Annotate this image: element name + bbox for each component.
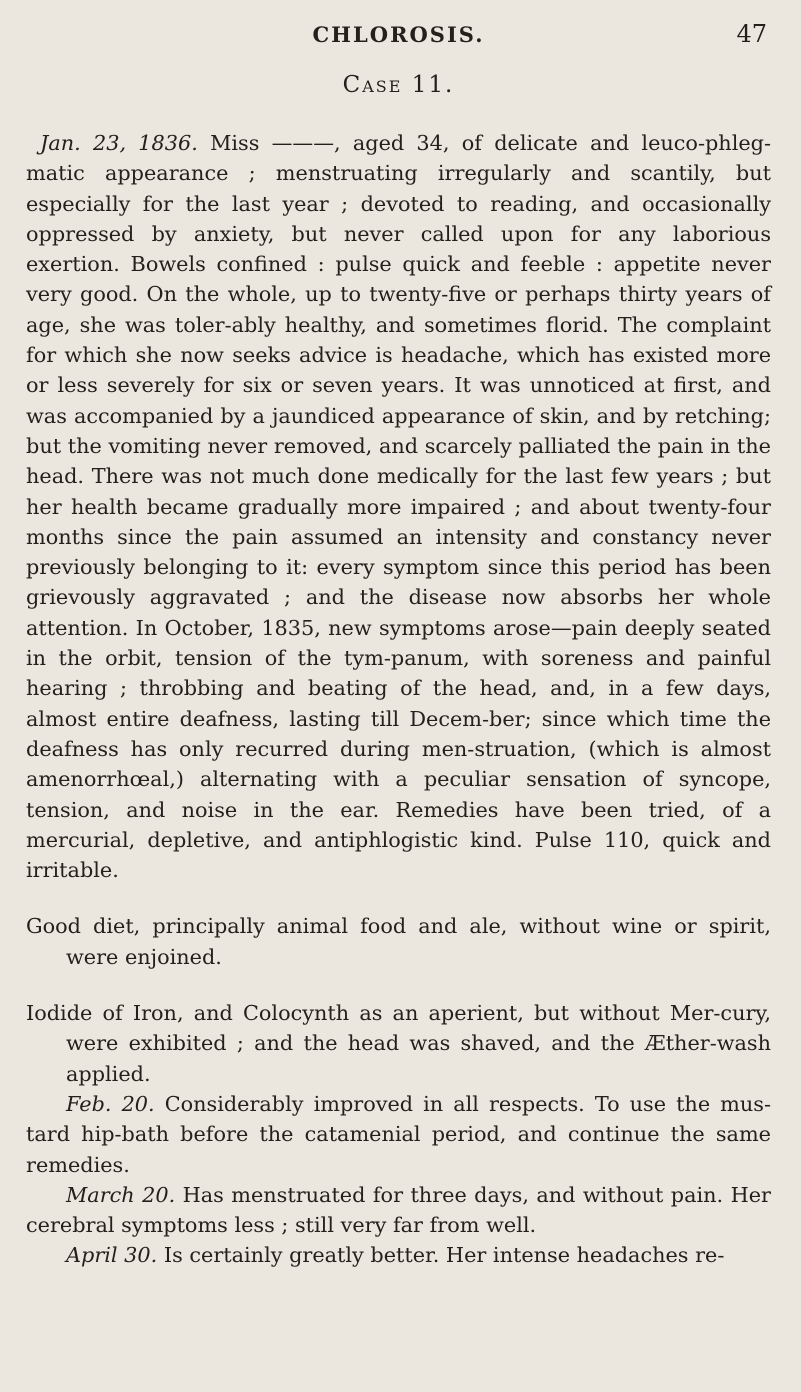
diet-text: Good diet, principally animal food and ale, without wine or spirit, were enjoined.: [26, 914, 771, 969]
entry-text: Miss ———, aged 34, of delicate and leuco-phleg-matic appearance ; menstruating irregularly and scantily, but especially for the last year ; devoted to reading, and occasionally oppressed by anxiety, but never called upon for any laborious exertion. Bowels confined : pulse quick and feeble : appetite never very good. On the whole, up to twenty-five or perhaps thirty years of age, she was toler-ably healthy, and sometimes florid. The complaint for which she now seeks advice is headache, which has existed more or less severely for six or seven years. It was unnoticed at first, and was accompanied by a jaundiced appearance of skin, and by retching; but the vomiting never removed, and scarcely palliated the pain in the head. There was not much done medically for the last few years ; but her health became gradually more impaired ; and about twenty-four months since the pain assumed an intensity and constancy never previously belonging to it: every symptom since this period has been grievously aggravated ; and the disease now absorbs her whole attention. In October, 1835, new symptoms arose—pain deeply seated in the orbit, tension of the tym-panum, with soreness and painful hearing ; throbbing and beating of the head, and, in a few days, almost entire deafness, lasting till Decem-ber; since which time the deafness has only recurred during men-struation, (which is almost amenorrhœal,) alternating with a peculiar sensation of syncope, tension, and noise in the ear. Remedies have been tried, of a mercurial, depletive, and antiphlogistic kind. Pulse 110, quick and irritable.: [26, 131, 771, 883]
case-history-paragraph: [26, 128, 771, 885]
treatment-text: Iodide of Iron, and Colocynth as an aperient, but without Mer-cury, were exhibited ; and the head was shaved, and the Æther-wash applied.: [26, 1001, 771, 1086]
entry-feb: [26, 1089, 771, 1180]
running-title: CHLOROSIS.: [312, 22, 485, 47]
entry-april: [26, 1240, 771, 1270]
treatment-note: [26, 998, 771, 1089]
entry-text: Considerably improved in all respects. To use the mus-tard hip-bath before the catamenial period, and continue the same remedies.: [26, 1091, 771, 1177]
case-heading: Case 11.: [342, 72, 455, 98]
entry-date: Jan. 23, 1836.: [40, 131, 198, 155]
page-header: [26, 18, 771, 58]
entry-march: [26, 1180, 771, 1241]
entry-text: Is certainly greatly better. Her intense headaches re-: [157, 1243, 725, 1268]
entry-date: April 30.: [66, 1243, 158, 1268]
entry-date: Feb. 20.: [66, 1091, 155, 1116]
entry-text: Has menstruated for three days, and without pain. Her cerebral symptoms less ; still very far from well.: [26, 1182, 771, 1238]
diet-note: [26, 911, 771, 972]
page-number: 47: [736, 20, 767, 48]
entry-date: March 20.: [66, 1182, 176, 1207]
